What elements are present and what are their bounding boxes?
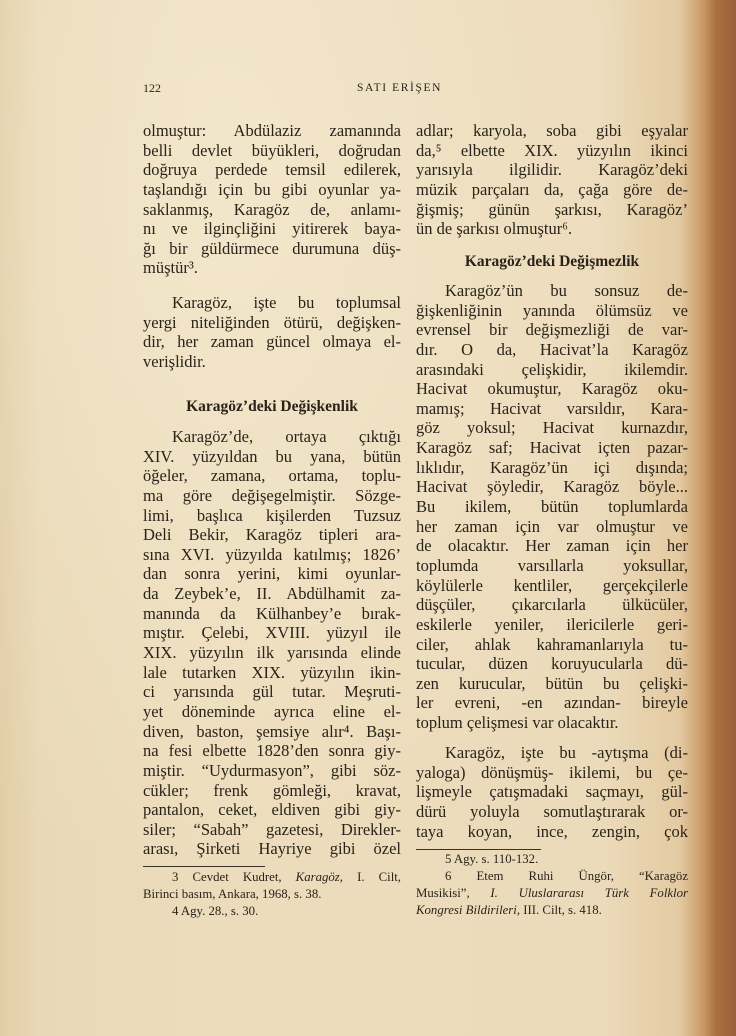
footnote-author: Etem Ruhi Üngör, [476, 869, 614, 883]
text-line: toplumda varsıllarla yoksullar, [416, 555, 688, 575]
text-line: lıklıdır, Karagöz’ün içi dışında; [416, 457, 688, 477]
footnote-text: Agy. s. 110-132. [453, 852, 539, 866]
text-line: nı ve ilginçliğini yitirerek baya- [143, 219, 401, 239]
text-line: mamış; Hacivat varsıldır, Kara- [416, 398, 688, 418]
text-line: ler evreni, -en azından- bireyle [416, 693, 688, 713]
text-line: dır. O da, Hacivat’la Karagöz [416, 339, 688, 359]
footnote-article: Musikisi”, [416, 886, 470, 900]
page-number: 122 [143, 81, 161, 95]
text-line: müştür³. [143, 258, 198, 278]
footnote-line [416, 902, 688, 919]
footnote-volume: III. Cilt, s. 418. [523, 903, 602, 917]
text-line: miştir. “Uydurmasyon”, gibi söz- [143, 760, 401, 780]
footnote-text: Agy. 28., s. 30. [180, 904, 259, 918]
text-line: saklanmış, Karagöz de, anlamı- [143, 199, 401, 219]
footnote-marker: 5 [445, 852, 452, 866]
text-line: manında da Külhanbey’e bırak- [143, 603, 401, 623]
text-line: yarısıyla ilgilidir. Karagöz’deki [416, 160, 688, 180]
left-column [143, 0, 401, 1036]
section-heading: Karagöz’deki Değişkenlik [186, 398, 358, 415]
text-line: ğı bir güldürmece durumuna düş- [143, 238, 401, 258]
text-line: da Zeybek’e, II. Abdülhamit za- [143, 584, 401, 604]
text-line: Karagöz saf; Hacivat içten pazar- [416, 438, 688, 458]
footnote-line [416, 868, 688, 885]
text-line: yet döneminde ayrıca eline el- [143, 701, 401, 721]
text-line: Karagöz’de, ortaya çıktığı [172, 427, 401, 446]
text-line: ün de şarkısı olmuştur⁶. [416, 219, 573, 239]
text-line: cükler; frenk gömleği, kravat, [143, 780, 401, 800]
text-line: yaloga) dönüşmüş- ikilemi, bu çe- [416, 762, 688, 782]
text-line: de olacaktır. Her zaman için her [416, 536, 688, 556]
text-line: dan sonra yerini, kimi oyunlar- [143, 564, 401, 584]
paragraph [416, 281, 688, 733]
footnote-volume: I. Cilt, [357, 870, 402, 884]
text-line: da,⁵ elbette XIX. yüzyılın ikinci [416, 140, 688, 160]
footnote-line [143, 869, 401, 886]
text-line: ciler, ahlak kahramanlarıyla tu- [416, 634, 688, 654]
text-line: na fesi elbette 1828’den sonra giy- [143, 741, 401, 761]
text-line: olmuştur: Abdülaziz zamanında [143, 121, 401, 140]
footnotes [143, 869, 401, 920]
text-line: dir, her zaman güncel olmaya el- [143, 332, 401, 352]
text-line: ma göre değişegelmiştir. Sözge- [143, 485, 401, 505]
text-line: XIX. yüzyılın ilk yarısında elinde [143, 643, 401, 663]
text-line: ğişkenliğinin yanında ölümsüz ve [416, 300, 688, 320]
text-line: göz yoksul; Hacivat kurnazdır, [416, 418, 688, 438]
text-line: Hacivat okumuştur, Karagöz oku- [416, 379, 688, 399]
text-line: sına XVI. yüzyılda katılmış; 1826’ [143, 544, 401, 564]
paragraph [416, 121, 688, 239]
footnote-marker: 4 [172, 904, 179, 918]
text-line: evrensel bir değişmezliği de var- [416, 320, 688, 340]
text-line: Karagöz’ün bu sonsuz de- [445, 281, 688, 300]
text-line: ci yarısında gül tutar. Meşruti- [143, 682, 401, 702]
footnote-line: Birinci basım, Ankara, 1968, s. 38. [143, 887, 322, 901]
footnote-rule [143, 866, 265, 867]
text-line: belli devlet büyükleri, doğrudan [143, 140, 401, 160]
text-line: Karagöz, işte bu toplumsal [172, 293, 401, 312]
text-line: her zaman için var olmuştur ve [416, 516, 688, 536]
text-line: Karagöz, işte bu -aytışma (di- [445, 743, 688, 762]
footnote-title: I. Uluslararası Türk Folklor [490, 886, 688, 900]
text-line: dürü yoluyla somutlaştırarak or- [416, 801, 688, 821]
footnotes [416, 851, 688, 919]
running-head: SATI ERİŞEN [357, 82, 443, 94]
text-line: verişlidir. [143, 351, 206, 371]
footnote-line [416, 885, 688, 902]
footnote-rule [416, 849, 541, 850]
footnote-title: Kongresi Bildirileri, [416, 903, 521, 917]
text-line: diven, baston, şemsiye alır⁴. Başı- [143, 721, 401, 741]
text-line: pantalon, ceket, eldiven gibi giy- [143, 800, 401, 820]
text-line: arası, Şirketi Hayriye gibi özel [143, 839, 401, 859]
paragraph [143, 427, 401, 859]
right-column [416, 0, 688, 1036]
footnote-line [143, 903, 401, 920]
text-line: ğişmiş; günün şarkısı, Karagöz’ [416, 199, 688, 219]
footnote-line [416, 851, 688, 868]
footnote-marker: 6 [445, 869, 452, 883]
text-line: eskilerle yeniler, ilericilerle geri- [416, 614, 688, 634]
text-line: zen kurucular, bütün bu çelişki- [416, 673, 688, 693]
footnote-author: Cevdet Kudret, [192, 870, 282, 884]
text-line: lişmeyle çatışmadaki saçmayı, gül- [416, 782, 688, 802]
text-line: tucular, düzen koruyucularla dü- [416, 654, 688, 674]
text-line: taşlandığı için bu gibi oyunlar ya- [143, 179, 401, 199]
text-line: Hacivat şöyledir, Karagöz böyle... [416, 477, 688, 497]
paragraph [416, 743, 688, 841]
text-line: yergi niteliğinden ötürü, değişken- [143, 312, 401, 332]
text-line: XIV. yüzyıldan bu yana, bütün [143, 446, 401, 466]
text-line: düşçüler, çıkarcılarla ülkücüler, [416, 595, 688, 615]
section-heading: Karagöz’deki Değişmezlik [464, 253, 640, 270]
text-line: adlar; karyola, soba gibi eşyalar [416, 121, 688, 140]
text-line: müzik parçaları da, çağa göre de- [416, 179, 688, 199]
text-line: doğruya perdede temsil edilerek, [143, 160, 401, 180]
paragraph [143, 121, 401, 278]
footnote-article: “Karagöz [638, 869, 689, 883]
text-line: siler; “Sabah” gazetesi, Direkler- [143, 819, 401, 839]
text-line: taya koyan, ince, zengin, çok [416, 821, 688, 841]
text-line: öğeler, zamana, ortama, toplu- [143, 466, 401, 486]
footnote-marker: 3 [172, 870, 179, 884]
text-line: Deli Bekir, Karagöz tipleri ara- [143, 525, 401, 545]
text-line: lale tutarken XIX. yüzyılın ikin- [143, 662, 401, 682]
text-line: toplum çelişmesi var olacaktır. [416, 713, 619, 733]
text-line: köylülerle kentliler, gerçekçilerle [416, 575, 688, 595]
text-line: arasındaki çelişkidir, ikilemdir. [416, 359, 688, 379]
text-line: Bu ikilem, bütün toplumlarda [416, 497, 688, 517]
text-line: limi, başlıca kişilerden Tuzsuz [143, 505, 401, 525]
paragraph [143, 293, 401, 372]
footnote-title: Karagöz, [295, 870, 343, 884]
text-line: mıştır. Çelebi, XVIII. yüzyıl ile [143, 623, 401, 643]
